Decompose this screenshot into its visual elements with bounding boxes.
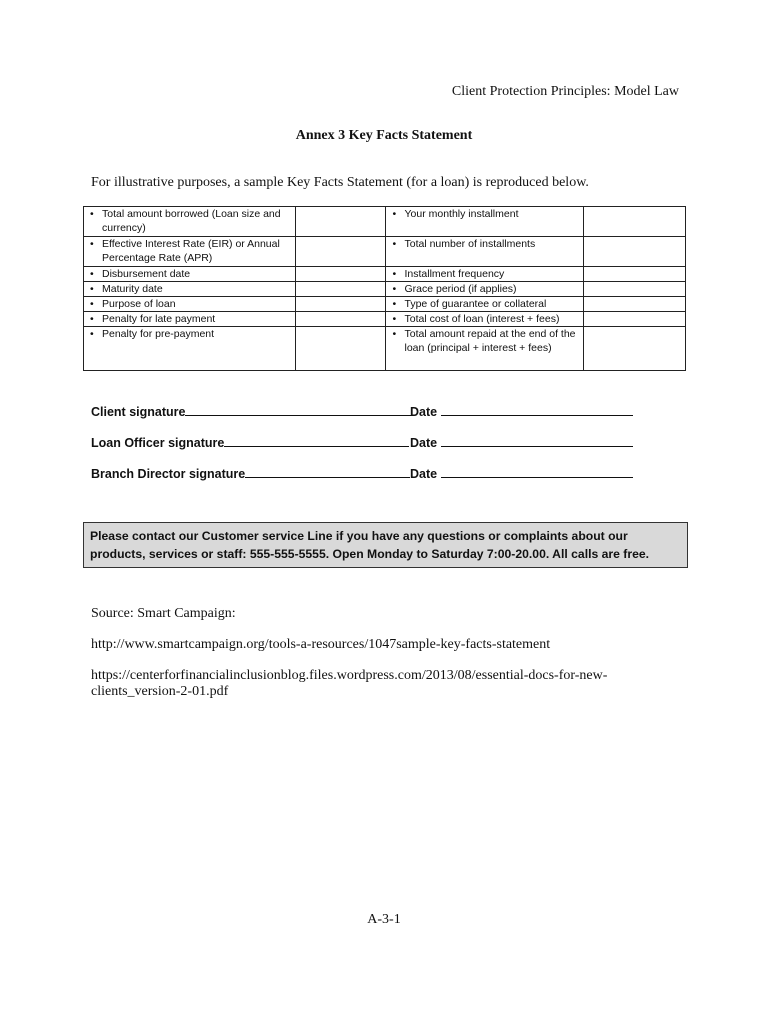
value-cell-empty bbox=[296, 207, 386, 237]
bullet-icon: • bbox=[90, 238, 94, 250]
row-label-left: Total amount borrowed (Loan size and currency) bbox=[102, 208, 281, 234]
running-header: Client Protection Principles: Model Law bbox=[451, 84, 679, 99]
intro-text: For illustrative purposes, a sample Key Facts Statement (for a loan) is reproduced below. bbox=[91, 175, 589, 190]
row-label-left: Purpose of loan bbox=[102, 298, 176, 310]
signature-label: Branch Director signature bbox=[91, 467, 246, 481]
value-cell-empty bbox=[296, 312, 386, 327]
table-row bbox=[84, 327, 686, 371]
row-label-right: Total number of installments bbox=[404, 238, 536, 250]
source-link-cfi-line1[interactable]: https://centerforfinancialinclusionblog.files.wordpress.com/2013/08/essential-docs-for-new- bbox=[91, 668, 608, 683]
bullet-icon: • bbox=[392, 268, 397, 280]
annex-title: Annex 3 Key Facts Statement bbox=[295, 128, 473, 143]
table-cell bbox=[386, 297, 584, 312]
value-cell-empty bbox=[584, 237, 686, 267]
source-link-smartcampaign[interactable]: http://www.smartcampaign.org/tools-a-resources/1047sample-key-facts-statement bbox=[91, 637, 551, 652]
value-cell-empty bbox=[296, 267, 386, 282]
table-cell bbox=[386, 312, 584, 327]
table-cell bbox=[84, 312, 296, 327]
bullet-icon: • bbox=[90, 313, 94, 325]
bullet-icon: • bbox=[90, 208, 94, 220]
signature-blank[interactable] bbox=[245, 466, 410, 478]
table-row bbox=[84, 237, 686, 267]
date-blank[interactable] bbox=[441, 404, 633, 416]
row-label-left: Penalty for late payment bbox=[102, 313, 216, 325]
value-cell-empty bbox=[584, 207, 686, 237]
value-cell-empty bbox=[296, 282, 386, 297]
row-label-left: Disbursement date bbox=[102, 268, 191, 280]
client-signature-line bbox=[91, 404, 438, 419]
table-cell bbox=[84, 282, 296, 297]
bullet-icon: • bbox=[90, 268, 94, 280]
table-cell bbox=[386, 267, 584, 282]
table-row bbox=[84, 297, 686, 312]
page-number: A-3-1 bbox=[367, 912, 401, 927]
table-cell bbox=[386, 327, 584, 371]
table-cell bbox=[386, 282, 584, 297]
table-cell bbox=[84, 297, 296, 312]
source-link-cfi-line2[interactable]: clients_version-2-01.pdf bbox=[91, 684, 229, 699]
row-label-left: Maturity date bbox=[102, 283, 163, 295]
bullet-icon: • bbox=[392, 283, 397, 295]
value-cell-empty bbox=[296, 237, 386, 267]
bullet-icon: • bbox=[90, 328, 94, 340]
row-label-left: Effective Interest Rate (EIR) or Annual Percentage Rate (APR) bbox=[102, 238, 280, 264]
date-blank[interactable] bbox=[441, 466, 633, 478]
table-cell bbox=[386, 207, 584, 237]
signature-label: Client signature bbox=[91, 405, 186, 419]
table-cell bbox=[84, 237, 296, 267]
bullet-icon: • bbox=[392, 328, 397, 340]
signature-blank[interactable] bbox=[224, 435, 409, 447]
table-row bbox=[84, 312, 686, 327]
value-cell-empty bbox=[584, 327, 686, 371]
row-label-right: Your monthly installment bbox=[404, 208, 519, 220]
signature-label: Loan Officer signature bbox=[91, 436, 225, 450]
table-cell bbox=[386, 237, 584, 267]
table-cell bbox=[84, 327, 296, 371]
value-cell-empty bbox=[296, 327, 386, 371]
date-label: Date bbox=[410, 405, 438, 419]
key-facts-table bbox=[83, 206, 686, 371]
date-blank[interactable] bbox=[441, 435, 633, 447]
table-row bbox=[84, 267, 686, 282]
bullet-icon: • bbox=[392, 298, 397, 310]
table-cell bbox=[84, 267, 296, 282]
row-label-right: Total cost of loan (interest + fees) bbox=[404, 313, 560, 325]
date-label: Date bbox=[410, 467, 438, 481]
value-cell-empty bbox=[584, 297, 686, 312]
bullet-icon: • bbox=[392, 208, 397, 220]
row-label-right: Type of guarantee or collateral bbox=[404, 298, 547, 310]
bullet-icon: • bbox=[90, 298, 94, 310]
table-cell bbox=[84, 207, 296, 237]
date-label: Date bbox=[410, 436, 438, 450]
branch-director-signature-line bbox=[91, 466, 438, 481]
bullet-icon: • bbox=[90, 283, 94, 295]
source-label: Source: Smart Campaign: bbox=[91, 606, 236, 621]
signature-blank[interactable] bbox=[185, 404, 412, 416]
row-label-left: Penalty for pre-payment bbox=[102, 328, 215, 340]
value-cell-empty bbox=[296, 297, 386, 312]
bullet-icon: • bbox=[392, 313, 397, 325]
row-label-right: Grace period (if applies) bbox=[404, 283, 517, 295]
value-cell-empty bbox=[584, 267, 686, 282]
bullet-icon: • bbox=[392, 238, 397, 250]
row-label-right: Total amount repaid at the end of the loan (principal + interest + fees) bbox=[404, 328, 576, 354]
table-row bbox=[84, 207, 686, 237]
value-cell-empty bbox=[584, 312, 686, 327]
table-row bbox=[84, 282, 686, 297]
customer-service-notice: Please contact our Customer service Line if you have any questions or complaints about our products, services or staff: 555-555-5555. Open Monday to Saturday 7:00-20.00. All calls are free. bbox=[83, 522, 688, 568]
value-cell-empty bbox=[584, 282, 686, 297]
loan-officer-signature-line bbox=[91, 435, 438, 450]
row-label-right: Installment frequency bbox=[404, 268, 505, 280]
